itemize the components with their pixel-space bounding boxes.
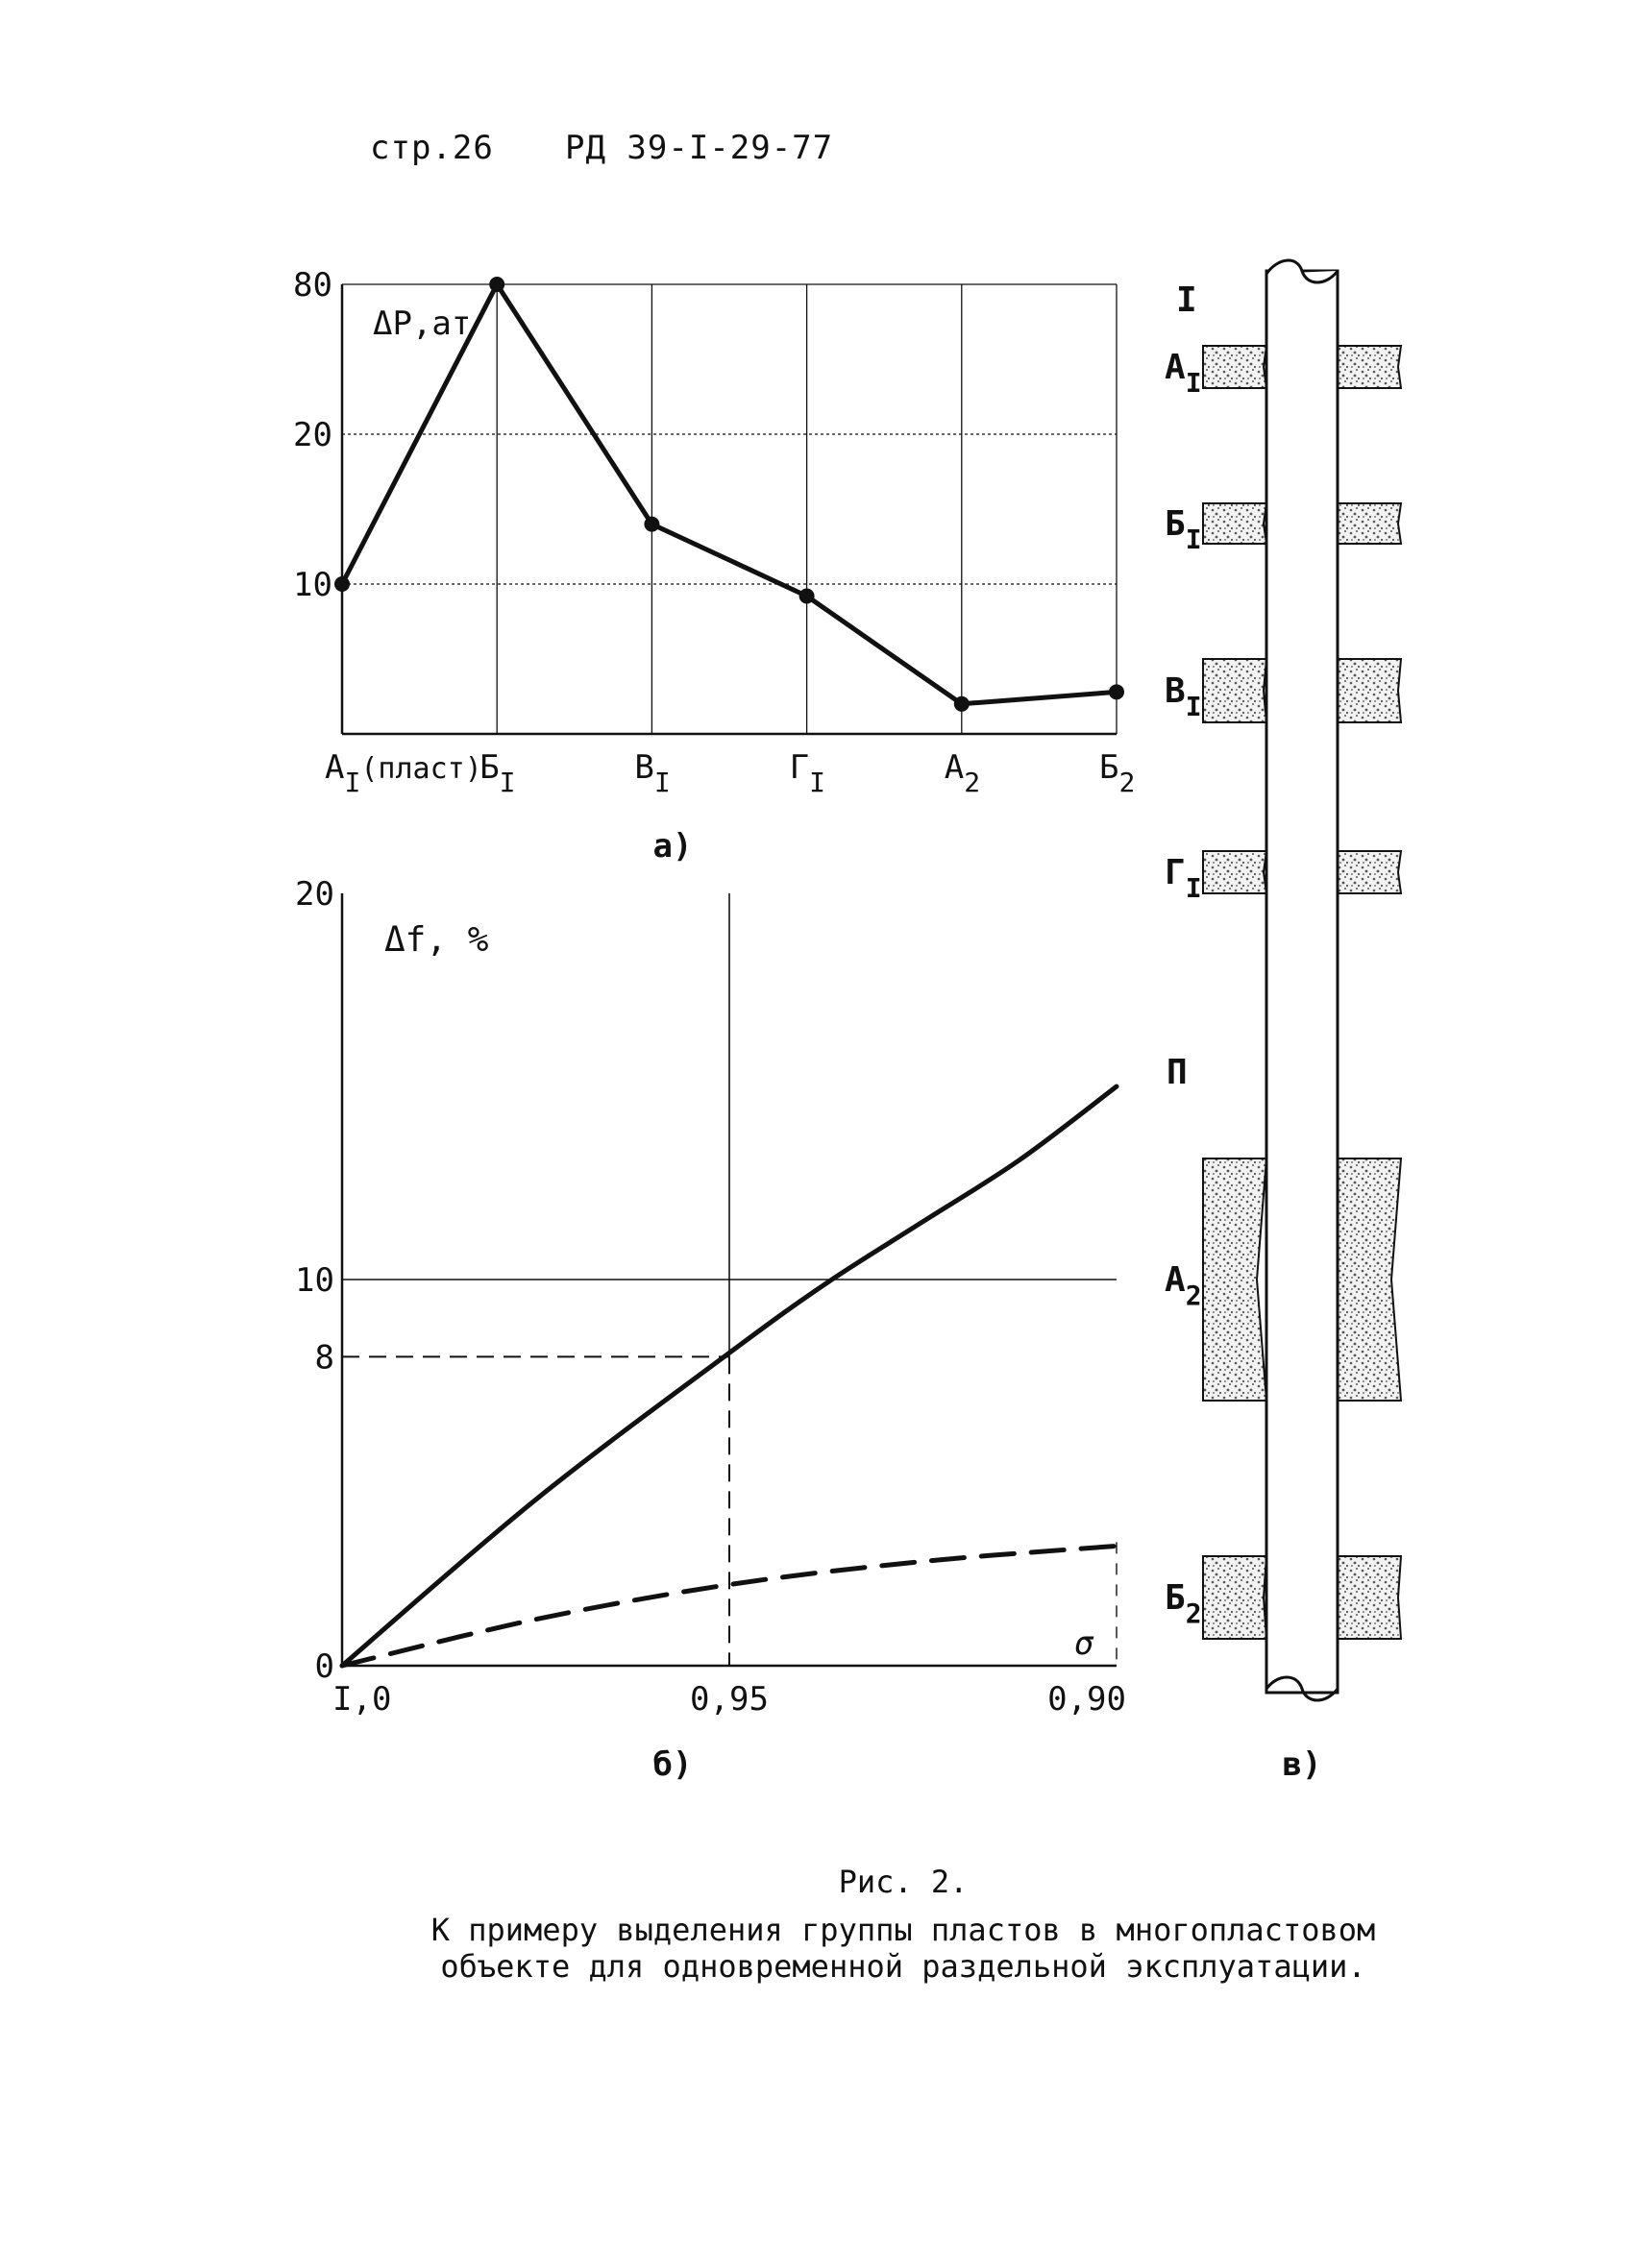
layer-label: $Г_I$ (1165, 853, 1202, 904)
chart-a-point (799, 588, 815, 603)
chart-b-x-ticks (332, 1680, 1126, 1719)
chart-a-grid (342, 284, 1117, 734)
chart-b (295, 875, 1126, 1784)
chart-a-y-tick-label: 10 (293, 566, 332, 604)
layer-right-band (1338, 346, 1401, 388)
well-diagram (1165, 260, 1401, 1784)
group-label: П (1167, 1053, 1188, 1092)
layer-right-band (1338, 851, 1401, 893)
chart-b-ylabel: Δf, % (384, 920, 489, 960)
layer-right-band (1338, 1158, 1401, 1401)
layer-left-band (1203, 503, 1266, 544)
chart-a-point (1109, 684, 1124, 699)
chart-a-x-ticks (325, 748, 1135, 798)
chart-a-x-tick-label: $Б_I$ (479, 748, 516, 798)
caption-title: Рис. 2. (838, 1864, 969, 1900)
layer-right-band (1338, 659, 1401, 722)
layer-label: $Б_2$ (1165, 1578, 1202, 1629)
layer-left-band (1203, 1556, 1266, 1639)
chart-b-y-tick-label: 0 (314, 1647, 334, 1686)
chart-b-y-tick-label: 8 (314, 1338, 334, 1378)
chart-b-xlabel: σ (1074, 1624, 1094, 1663)
well-pipe (1266, 260, 1338, 1700)
chart-a-panel-label: а) (652, 827, 693, 866)
layer-left-band (1203, 659, 1266, 722)
caption-text: К примеру выделения группы пластов в многопластовом объекте для одновременной раздельной эксплуатации. (430, 1912, 1376, 1985)
layer-right-band (1338, 1556, 1401, 1639)
chart-a-line (342, 284, 1117, 704)
chart-b-y-tick-label: 10 (295, 1261, 334, 1300)
chart-b-x-tick-label: I,0 (332, 1680, 392, 1719)
layer-label: $В_I$ (1165, 671, 1202, 722)
chart-b-x-tick-label: 0,95 (690, 1680, 769, 1719)
layer-left-band (1203, 851, 1266, 893)
chart-a-point (644, 517, 659, 532)
chart-b-panel-label: б) (652, 1745, 693, 1784)
chart-a-axes (342, 284, 1117, 734)
chart-a-point (489, 277, 504, 292)
chart-a-x-tick-label: $Г_I$ (789, 748, 825, 798)
group-label: I (1176, 280, 1197, 320)
page-number: стр.26 (370, 129, 494, 167)
document-code: РД 39-I-29-77 (565, 129, 834, 167)
well-pipe-body (1266, 271, 1338, 1693)
chart-a-y-tick-label: 20 (293, 416, 332, 454)
chart-a-x-tick-label: $Б_2$ (1099, 748, 1136, 798)
chart-a-ylabel: ΔP,ат (373, 305, 472, 343)
chart-a-y-ticks (293, 266, 332, 604)
chart-b-y-ticks (295, 875, 334, 1686)
chart-a-y-tick-label: 80 (293, 266, 332, 305)
chart-a-x-tick-label: $A_2$ (944, 748, 981, 798)
layer-label: $Б_I$ (1165, 504, 1202, 555)
chart-a-point (954, 696, 970, 712)
well-diagram-labels (1165, 280, 1202, 1629)
layer-label: $A_2$ (1165, 1260, 1202, 1311)
chart-a-x-tick-label: $В_I$ (634, 748, 671, 798)
layer-left-band (1203, 346, 1266, 388)
layer-left-band (1203, 1158, 1266, 1401)
chart-a-x-tick-label: $A_I(пласт)$ (325, 748, 482, 798)
chart-a (293, 266, 1135, 866)
diagram-panel-label: в) (1282, 1745, 1322, 1784)
chart-b-x-tick-label: 0,90 (1047, 1680, 1126, 1719)
chart-b-y-tick-label: 20 (295, 875, 334, 914)
layer-right-band (1338, 503, 1401, 544)
chart-a-point (334, 576, 350, 592)
layer-label: $A_I$ (1165, 348, 1202, 399)
